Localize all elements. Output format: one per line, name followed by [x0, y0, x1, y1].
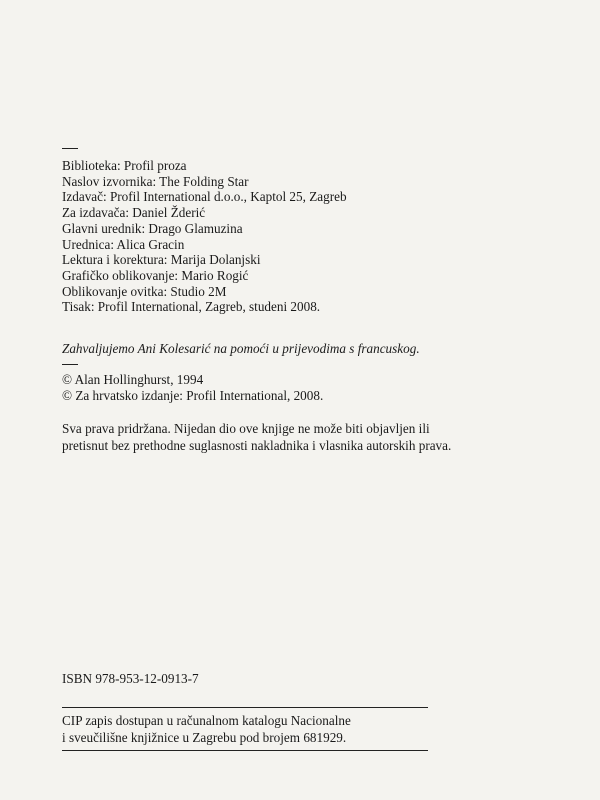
rights-paragraph: [62, 420, 562, 454]
credits-block: [62, 158, 562, 315]
credit-line: Biblioteka: Profil proza: [62, 158, 187, 173]
cip-bottom-rule: [62, 750, 428, 751]
copyright-line: © Alan Hollinghurst, 1994: [62, 372, 204, 387]
credit-line: Glavni urednik: Drago Glamuzina: [62, 220, 243, 236]
credit-line: Naslov izvornika: The Folding Star: [62, 173, 249, 189]
acknowledgement-text: Zahvaljujemo Ani Kolesarić na pomoći u prijevodima s francuskog.: [62, 341, 420, 356]
copyright-line: © Za hrvatsko izdanje: Profil International, 2008.: [62, 387, 324, 403]
rights-line: Sva prava pridržana. Nijedan dio ove knjige ne može biti objavljen ili: [62, 421, 430, 436]
isbn-number: ISBN 978-953-12-0913-7: [62, 671, 199, 686]
credit-line: Izdavač: Profil International d.o.o., Kaptol 25, Zagreb: [62, 189, 347, 205]
dash-separator-top: [62, 148, 78, 149]
rights-line: pretisnut bez prethodne suglasnosti nakladnika i vlasnika autorskih prava.: [62, 438, 452, 453]
dash-separator-middle: [62, 364, 78, 365]
credit-line: Lektura i korektura: Marija Dolanjski: [62, 252, 261, 268]
cip-line: CIP zapis dostupan u računalnom katalogu Nacionalne: [62, 713, 351, 728]
credit-line: Tisak: Profil International, Zagreb, studeni 2008.: [62, 299, 321, 315]
credit-line: Urednica: Alica Gracin: [62, 236, 185, 252]
cip-line: i sveučilišne knjižnice u Zagrebu pod brojem 681929.: [62, 730, 347, 745]
credit-line: Za izdavača: Daniel Žderić: [62, 205, 206, 221]
cip-record: [62, 712, 562, 746]
credit-line: Oblikovanje ovitka: Studio 2M: [62, 283, 227, 299]
credit-line: Grafičko oblikovanje: Mario Rogić: [62, 267, 249, 283]
copyright-block: [62, 372, 562, 403]
cip-top-rule: [62, 707, 428, 708]
